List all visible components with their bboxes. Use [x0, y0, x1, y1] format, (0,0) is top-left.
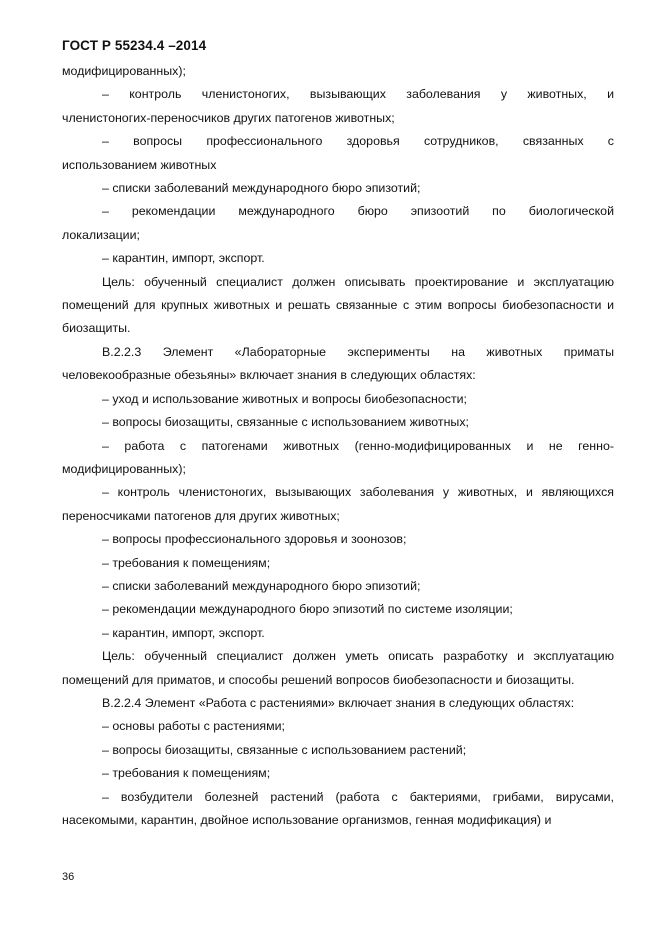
list-item: – работа с патогенами животных (генно-модифицированных и не генно-модифицированных);	[62, 438, 614, 476]
list-item: – возбудители болезней растений (работа с бактериями, грибами, вирусами, насекомыми, карантин, двойное использование организмов, генная модификация) и	[62, 789, 614, 827]
list-item: – рекомендации международного бюро эпизоотий по биологической	[102, 204, 614, 219]
text-line: использованием животных	[62, 157, 217, 172]
document-code-header: ГОСТ Р 55234.4 –2014	[62, 38, 207, 53]
text-line: локализации;	[62, 227, 140, 242]
text-line: членистоногих-переносчиков других патогенов животных;	[62, 110, 395, 125]
list-item: – вопросы биозащиты, связанные с использованием растений;	[102, 742, 467, 757]
list-item: – требования к помещениям;	[102, 555, 271, 570]
goal-paragraph: Цель: обученный специалист должен уметь описать разработку и эксплуатацию помещений для приматов, и способы решений вопросов биобезопасности и биозащиты.	[62, 649, 614, 687]
list-item: – основы работы с растениями;	[102, 719, 286, 734]
list-item: – уход и использование животных и вопросы биобезопасности;	[102, 391, 467, 406]
goal-paragraph: Цель: обученный специалист должен описывать проектирование и эксплуатацию помещений для крупных животных и решать связанные с этим вопросы биобезопасности и биозащиты.	[62, 274, 614, 336]
list-item: – вопросы биозащиты, связанные с использованием животных;	[102, 415, 469, 430]
list-item: – вопросы профессионального здоровья и зоонозов;	[102, 532, 407, 547]
list-item: – контроль членистоногих, вызывающих заболевания у животных, и	[102, 87, 614, 102]
page-body	[62, 60, 614, 832]
list-item: – контроль членистоногих, вызывающих заболевания у животных, и являющихся переносчиками патогенов для других животных;	[62, 485, 614, 523]
list-item: – рекомендации международного бюро эпизотий по системе изоляции;	[102, 602, 513, 617]
text-line: модифицированных);	[62, 64, 186, 78]
list-item: – карантин, импорт, экспорт.	[102, 625, 265, 640]
list-item: – списки заболеваний международного бюро эпизотий;	[102, 578, 421, 593]
list-item: – требования к помещениям;	[102, 766, 271, 781]
list-item: – списки заболеваний международного бюро эпизотий;	[102, 181, 421, 196]
section-paragraph: В.2.2.3 Элемент «Лабораторные эксперименты на животных приматы человекообразные обезьяны» включает знания в следующих областях:	[62, 344, 614, 383]
section-paragraph: В.2.2.4 Элемент «Работа с растениями» включает знания в следующих областях:	[102, 695, 575, 710]
list-item: – вопросы профессионального здоровья сотрудников, связанных с	[102, 134, 614, 149]
list-item: – карантин, импорт, экспорт.	[102, 251, 265, 266]
page-number: 36	[62, 871, 75, 883]
